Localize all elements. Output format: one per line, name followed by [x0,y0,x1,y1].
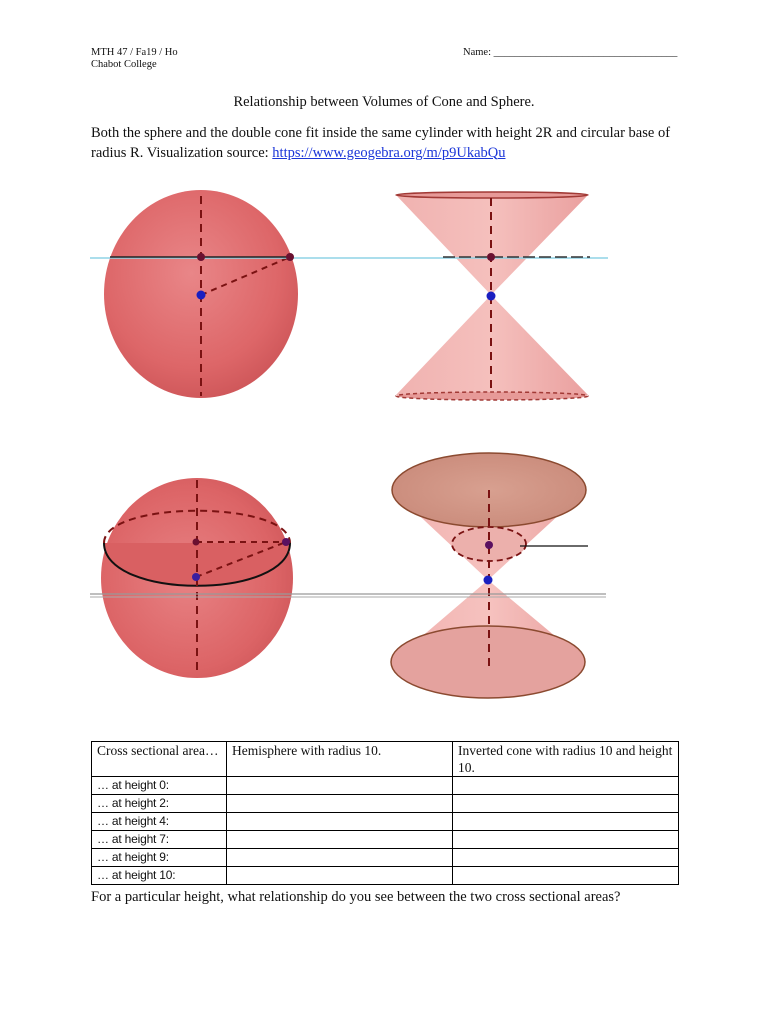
cone-section-center-point [485,541,493,549]
cone-answer-cell[interactable] [453,849,679,867]
sphere-section-edge-point [286,253,294,261]
hemisphere-answer-cell[interactable] [227,867,453,885]
hemisphere-answer-cell[interactable] [227,813,453,831]
cone-section-center-point [487,253,495,261]
course-code: MTH 47 / Fa19 / Ho [91,47,178,58]
hemisphere-answer-cell[interactable] [227,777,453,795]
header-inverted-cone: Inverted cone with radius 10 and height 10. [453,742,679,777]
table-header-row [92,742,679,777]
top-figure [0,180,768,410]
row-label: … at height 0: [92,777,227,795]
cone-answer-cell[interactable] [453,813,679,831]
table-row [92,831,679,849]
cone-apex-point [484,576,493,585]
course-header [91,47,178,71]
cross-section-plane [90,257,608,258]
row-label: … at height 7: [92,831,227,849]
intro-paragraph [91,124,691,163]
sphere-section-center-point [193,539,200,546]
table-row [92,813,679,831]
table-row [92,777,679,795]
hemisphere-answer-cell[interactable] [227,849,453,867]
double-cone-cut [391,453,588,698]
question-text: For a particular height, what relationship do you see between the two cross sectional areas? [91,889,621,905]
hemisphere-answer-cell[interactable] [227,795,453,813]
cone-answer-cell[interactable] [453,867,679,885]
sphere-center-point [192,573,200,581]
cone-answer-cell[interactable] [453,831,679,849]
hemisphere-answer-cell[interactable] [227,831,453,849]
cone-answer-cell[interactable] [453,777,679,795]
sphere-section-edge-point [282,538,290,546]
table-row [92,849,679,867]
table-row [92,867,679,885]
header-hemisphere: Hemisphere with radius 10. [227,742,453,777]
sphere-center-point [197,291,206,300]
header-cross-sectional-area: Cross sectional area… [92,742,227,777]
sphere-section-center-point [197,253,205,261]
row-label: … at height 9: [92,849,227,867]
school-name: Chabot College [91,59,157,70]
row-label: … at height 4: [92,813,227,831]
table-row [92,795,679,813]
row-label: … at height 2: [92,795,227,813]
cone-apex-point [487,292,496,301]
cross-section-table [91,741,679,885]
page-title: Relationship between Volumes of Cone and Sphere. [233,94,535,110]
name-line: Name: ___________________________________ [463,47,678,58]
bottom-figure [0,440,768,720]
cone-answer-cell[interactable] [453,795,679,813]
row-label: … at height 10: [92,867,227,885]
geogebra-link[interactable]: https://www.geogebra.org/m/p9UkabQu [272,144,506,161]
intro-text: Both the sphere and the double cone fit inside the same cylinder with height 2R and circular base of radius R. Visualization source: [91,125,671,161]
